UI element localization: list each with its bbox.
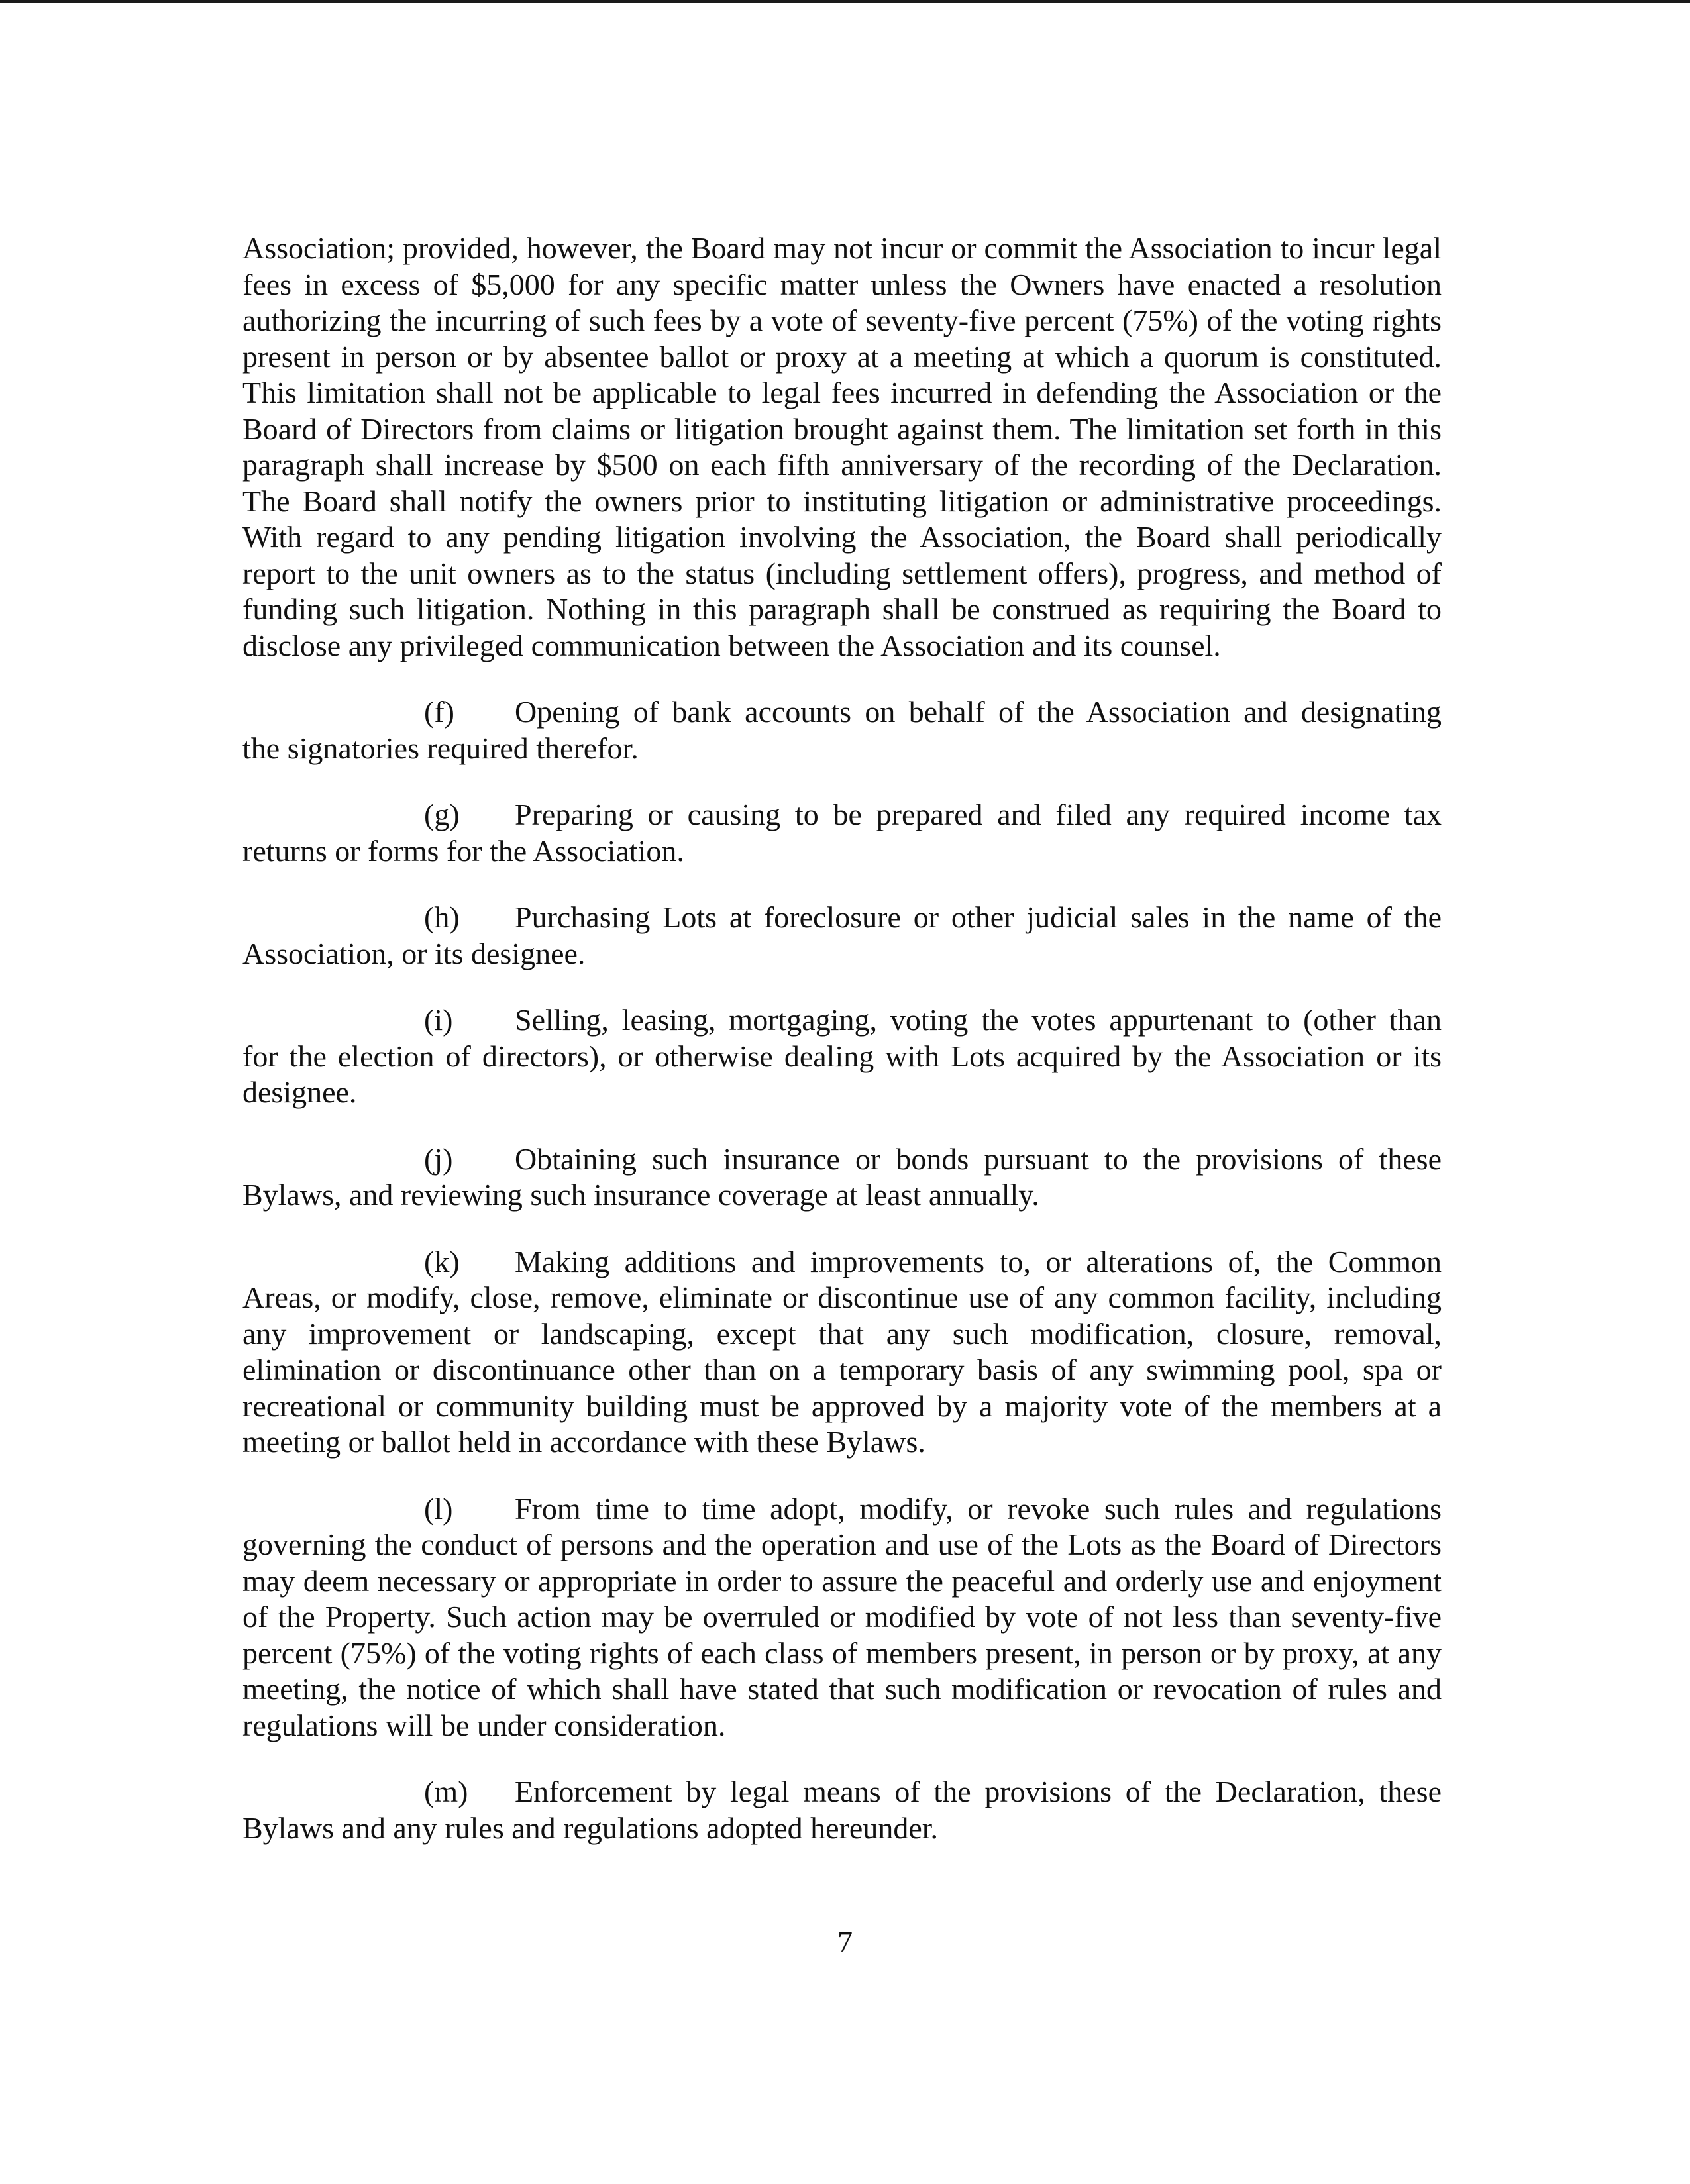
document-body bbox=[242, 231, 1442, 1877]
item-first-line: Purchasing Lots at foreclosure or other judicial sales in the name of the bbox=[515, 900, 1442, 934]
lead-paragraph: Association; provided, however, the Board may not incur or commit the Association to incur legal fees in excess of $5,000 for any specific matter unless the Owners have enacted a resolution authorizing the incurring of such fees by a vote of seventy-five percent (75%) of the voting rights present in person or by absentee ballot or proxy at a meeting at which a quorum is constituted. This limitation shall not be applicable to legal fees incurred in defending the Association or the Board of Directors from claims or litigation brought against them. The limitation set forth in this paragraph shall increase by $500 on each fifth anniversary of the recording of the Declaration. The Board shall notify the owners prior to instituting litigation or administrative proceedings. With regard to any pending litigation involving the Association, the Board shall periodically report to the unit owners as to the status (including settlement offers), progress, and method of funding such litigation. Nothing in this paragraph shall be construed as requiring the Board to disclose any privileged communication between the Association and its counsel. bbox=[242, 231, 1442, 662]
item-first-line: Preparing or causing to be prepared and filed any required income tax bbox=[515, 798, 1442, 831]
item-label: (i) bbox=[424, 1003, 453, 1037]
item-label: (m) bbox=[424, 1775, 468, 1808]
item-label: (j) bbox=[424, 1141, 453, 1176]
item-text: Bylaws and any rules and regulations adopted hereunder. bbox=[242, 1810, 939, 1845]
item-text: Association, or its designee. bbox=[242, 936, 586, 970]
list-item-h bbox=[242, 900, 1442, 972]
page-number: 7 bbox=[837, 1925, 853, 1959]
item-text: governing the conduct of persons and the operation and use of the Lots as the Board of Directors may deem necessary or appropriate in order to assure the peaceful and orderly use and enjoyment of the Property. Such action may be overruled or modified by vote of not less than seventy-five percent (75%) of the voting rights of each class of members present, in person or by proxy, at any meeting, the notice of which shall have stated that such modification or revocation of rules and regulations will be under consideration. bbox=[242, 1528, 1442, 1742]
item-text: the signatories required therefor. bbox=[242, 731, 639, 765]
item-label: (k) bbox=[424, 1244, 460, 1278]
item-first-line: Selling, leasing, mortgaging, voting the votes appurtenant to (other than bbox=[515, 1003, 1442, 1037]
item-label: (l) bbox=[424, 1491, 453, 1526]
list-item-j bbox=[242, 1141, 1442, 1214]
list-item-i bbox=[242, 1002, 1442, 1111]
item-text: for the election of directors), or otherwise dealing with Lots acquired by the Association or its designee. bbox=[242, 1039, 1442, 1109]
item-first-line: Obtaining such insurance or bonds pursuant to the provisions of these bbox=[515, 1141, 1442, 1176]
top-border-rule bbox=[0, 0, 1690, 3]
item-first-line: Enforcement by legal means of the provisions of the Declaration, these bbox=[515, 1775, 1442, 1808]
list-item-g bbox=[242, 797, 1442, 869]
item-label: (g) bbox=[424, 798, 460, 831]
list-item-k bbox=[242, 1244, 1442, 1461]
item-text: Areas, or modify, close, remove, eliminate or discontinue use of any common facility, including any improvement or landscaping, except that any such modification, closure, removal, elimination or discontinuance other than on a temporary basis of any swimming pool, spa or recreational or community building must be approved by a majority vote of the members at a meeting or ballot held in accordance with these Bylaws. bbox=[242, 1280, 1442, 1459]
item-first-line: Opening of bank accounts on behalf of the Association and designating bbox=[515, 695, 1442, 729]
item-label: (f) bbox=[424, 695, 454, 729]
list-item-f bbox=[242, 694, 1442, 766]
item-first-line: Making additions and improvements to, or alterations of, the Common bbox=[515, 1244, 1442, 1278]
list-item-m bbox=[242, 1774, 1442, 1846]
item-label: (h) bbox=[424, 900, 460, 934]
list-item-l bbox=[242, 1491, 1442, 1744]
item-text: Bylaws, and reviewing such insurance coverage at least annually. bbox=[242, 1178, 1039, 1212]
item-first-line: From time to time adopt, modify, or revoke such rules and regulations bbox=[515, 1491, 1442, 1526]
item-text: returns or forms for the Association. bbox=[242, 833, 684, 868]
